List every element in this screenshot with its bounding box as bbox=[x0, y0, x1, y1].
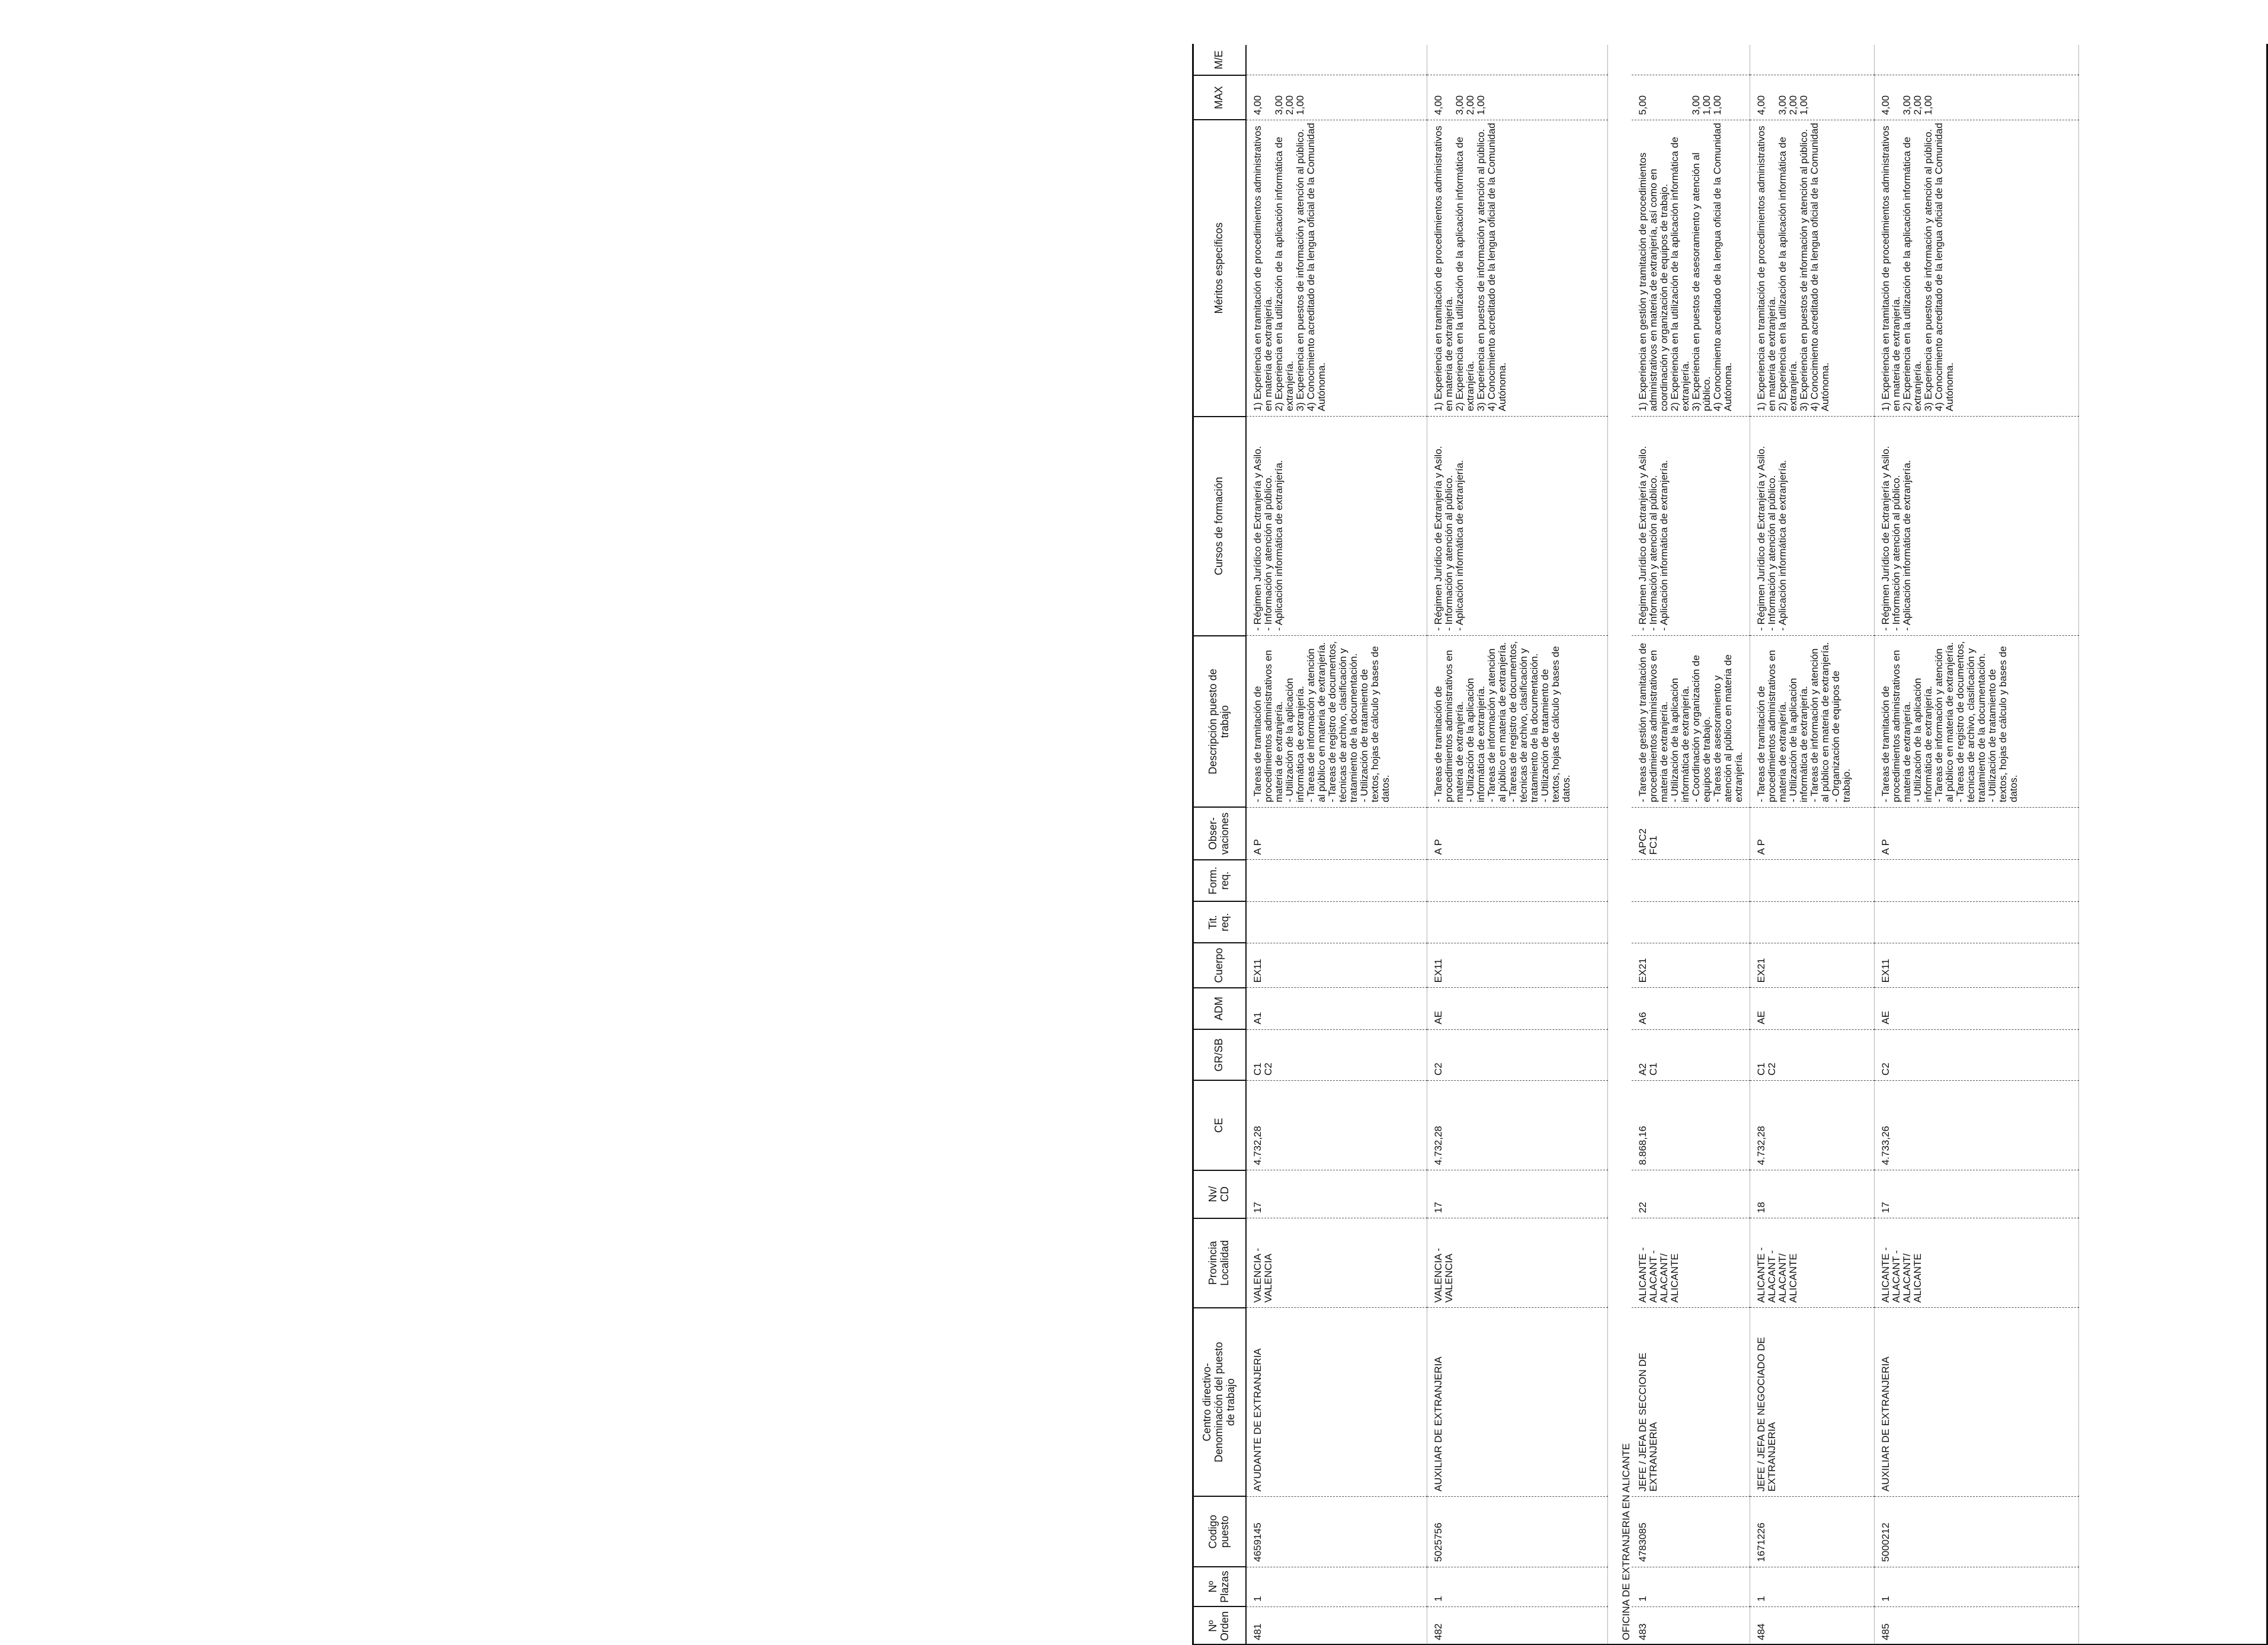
cell-plazas: 1 bbox=[1875, 1567, 2079, 1606]
cell-cursos: - Régimen Jurídico de Extranjería y Asilo. - Información y atención al público. - Aplicación informática de extranjería. bbox=[1875, 417, 2079, 636]
cell-grsb: A2 C1 bbox=[1632, 1029, 1750, 1080]
cell-nivel: 18 bbox=[1750, 1170, 1875, 1218]
cell-nivel: 17 bbox=[1427, 1170, 1607, 1218]
col-descripcion: Descripción puesto de trabajo bbox=[1192, 636, 1246, 807]
cell-max: 4,00 3,00 2,00 1,00 bbox=[1246, 75, 1427, 120]
cell-nivel: 17 bbox=[1875, 1170, 2079, 1218]
col-form: Form. req. bbox=[1192, 860, 1246, 901]
cell-obs: A P bbox=[1750, 807, 1875, 860]
cell-centro: AUXILIAR DE EXTRANJERIA bbox=[1875, 1308, 2079, 1497]
cell-max: 4,00 3,00 2,00 1,00 bbox=[1427, 75, 1607, 120]
col-plazas: Nº Plazas bbox=[1192, 1567, 1246, 1606]
cell-grsb: C2 bbox=[1875, 1029, 2079, 1080]
cell-provincia: ALICANTE - ALACANT - ALACANT/ ALICANTE bbox=[1875, 1218, 2079, 1308]
cell-adm: A6 bbox=[1632, 988, 1750, 1029]
cell-plazas: 1 bbox=[1750, 1567, 1875, 1606]
cell-codigo: 4783085 bbox=[1632, 1496, 1750, 1567]
cell-ce: 4.732,28 bbox=[1246, 1080, 1427, 1170]
cell-max: 5,00 3,00 1,00 1,00 bbox=[1632, 75, 1750, 120]
cell-codigo: 5025756 bbox=[1427, 1496, 1607, 1567]
cell-grsb: C1 C2 bbox=[1246, 1029, 1427, 1080]
cell-orden: 485 bbox=[1875, 1606, 2079, 1645]
cell-provincia: ALICANTE - ALACANT - ALACANT/ ALICANTE bbox=[1750, 1218, 1875, 1308]
cell-ce: 4.732,28 bbox=[1427, 1080, 1607, 1170]
cell-adm: A1 bbox=[1246, 988, 1427, 1029]
cell-centro: AUXILIAR DE EXTRANJERIA bbox=[1427, 1308, 1607, 1497]
cell-obs: A P bbox=[1875, 807, 2079, 860]
col-ce: CE bbox=[1192, 1080, 1246, 1170]
cell-adm: AE bbox=[1875, 988, 2079, 1029]
cell-codigo: 1671226 bbox=[1750, 1496, 1875, 1567]
cell-obs: A P bbox=[1427, 807, 1607, 860]
rotated-page bbox=[1192, 45, 2264, 1645]
cell-cuerpo: EX11 bbox=[1427, 943, 1607, 988]
cell-cursos: - Régimen Jurídico de Extranjería y Asilo. - Información y atención al público. - Aplicación informática de extranjería. bbox=[1750, 417, 1875, 636]
cell-centro: JEFE / JEFA DE NEGOCIADO DE EXTRANJERIA bbox=[1750, 1308, 1875, 1497]
cell-orden: 482 bbox=[1427, 1606, 1607, 1645]
cell-obs: A P bbox=[1246, 807, 1427, 860]
cell-ce: 4.732,28 bbox=[1750, 1080, 1875, 1170]
cell-cursos: - Régimen Jurídico de Extranjería y Asilo. - Información y atención al público. - Aplicación informática de extranjería. bbox=[1632, 417, 1750, 636]
cell-centro: JEFE / JEFA DE SECCION DE EXTRANJERIA bbox=[1632, 1308, 1750, 1497]
cell-meritos: 1) Experiencia en tramitación de procedimientos administrativos en materia de extranjería. 2) Experiencia en la utilización de la aplicación informática de extranjería. 3) Experiencia en puestos de información y atención al público. 4) Conocimiento acreditado de la lengua oficial de la Comunidad Autónoma. bbox=[1246, 120, 1427, 416]
table-frame bbox=[1192, 44, 2268, 1645]
cell-grsb: C1 C2 bbox=[1750, 1029, 1875, 1080]
col-orden: Nº Orden bbox=[1192, 1606, 1246, 1645]
col-cursos: Cursos de formación bbox=[1192, 417, 1246, 636]
cell-plazas: 1 bbox=[1427, 1567, 1607, 1606]
cell-plazas: 1 bbox=[1246, 1567, 1427, 1606]
col-codigo: Codigo puesto bbox=[1192, 1496, 1246, 1567]
cell-cuerpo: EX21 bbox=[1750, 943, 1875, 988]
cell-codigo: 4659145 bbox=[1246, 1496, 1427, 1567]
cell-orden: 483 bbox=[1632, 1606, 1750, 1645]
cell-meritos: 1) Experiencia en gestión y tramitación de procedimientos administrativos en materia de extranjería, así como en coordinación y organización de equipos de trabajo. 2) Experiencia en la utilización de la aplicación informática de extranjería. 3) Experiencia en puestos de asesoramiento y atención al público. 4) Conocimiento acreditado de la lengua oficial de la Comunidad Autónoma. bbox=[1632, 120, 1750, 416]
cell-descripcion: - Tareas de tramitación de procedimientos administrativos en materia de extranjería. - Utilización de la aplicación informática de extranjería. - Tareas de información y atención al público en materia de extranjería. - Organización de equipos de trabajo. bbox=[1750, 636, 1875, 807]
cell-plazas: 1 bbox=[1632, 1567, 1750, 1606]
cell-provincia: VALENCIA - VALENCIA bbox=[1427, 1218, 1607, 1308]
col-adm: ADM bbox=[1192, 988, 1246, 1029]
cell-meritos: 1) Experiencia en tramitación de procedimientos administrativos en materia de extranjería. 2) Experiencia en la utilización de la aplicación informática de extranjería. 3) Experiencia en puestos de información y atención al público. 4) Conocimiento acreditado de la lengua oficial de la Comunidad Autónoma. bbox=[1427, 120, 1607, 416]
col-tit: Tit. req. bbox=[1192, 901, 1246, 943]
col-provincia: Provincia Localidad bbox=[1192, 1218, 1246, 1308]
cell-cursos: - Régimen Jurídico de Extranjería y Asilo. - Información y atención al público. - Aplicación informática de extranjería. bbox=[1246, 417, 1427, 636]
cell-nivel: 22 bbox=[1632, 1170, 1750, 1218]
cell-provincia: ALICANTE - ALACANT - ALACANT/ ALICANTE bbox=[1632, 1218, 1750, 1308]
col-grsb: GR/SB bbox=[1192, 1029, 1246, 1080]
col-centro: Centro directivo- Denominación del puesto de trabajo bbox=[1192, 1308, 1246, 1497]
cell-orden: 484 bbox=[1750, 1606, 1875, 1645]
col-nivel: Nv/ CD bbox=[1192, 1170, 1246, 1218]
cell-meritos: 1) Experiencia en tramitación de procedimientos administrativos en materia de extranjería. 2) Experiencia en la utilización de la aplicación informática de extranjería. 3) Experiencia en puestos de información y atención al público. 4) Conocimiento acreditado de la lengua oficial de la Comunidad Autónoma. bbox=[1875, 120, 2079, 416]
cell-cuerpo: EX21 bbox=[1632, 943, 1750, 988]
cell-provincia: VALENCIA - VALENCIA bbox=[1246, 1218, 1427, 1308]
cell-cuerpo: EX11 bbox=[1875, 943, 2079, 988]
cell-descripcion: - Tareas de gestión y tramitación de procedimientos administrativos en materia de extranjería. - Utilización de la aplicación informática de extranjería. - Coordinación y organización de equipos de trabajo. - Tareas de asesoramiento y atención al público en materia de extranjería. bbox=[1632, 636, 1750, 807]
cell-adm: AE bbox=[1750, 988, 1875, 1029]
cell-cursos: - Régimen Jurídico de Extranjería y Asilo. - Información y atención al público. - Aplicación informática de extranjería. bbox=[1427, 417, 1607, 636]
office-heading: OFICINA DE EXTRANJERIA EN ALICANTE bbox=[1620, 1443, 1632, 1640]
col-max: MAX bbox=[1192, 75, 1246, 120]
cell-adm: AE bbox=[1427, 988, 1607, 1029]
cell-codigo: 5000212 bbox=[1875, 1496, 2079, 1567]
cell-centro: AYUDANTE DE EXTRANJERIA bbox=[1246, 1308, 1427, 1497]
cell-ce: 8.868,16 bbox=[1632, 1080, 1750, 1170]
cell-ce: 4.733,26 bbox=[1875, 1080, 2079, 1170]
cell-max: 4,00 3,00 2,00 1,00 bbox=[1750, 75, 1875, 120]
cell-orden: 481 bbox=[1246, 1606, 1427, 1645]
col-cuerpo: Cuerpo bbox=[1192, 943, 1246, 988]
cell-meritos: 1) Experiencia en tramitación de procedimientos administrativos en materia de extranjería. 2) Experiencia en la utilización de la aplicación informática de extranjería. 3) Experiencia en puestos de información y atención al público. 4) Conocimiento acreditado de la lengua oficial de la Comunidad Autónoma. bbox=[1750, 120, 1875, 416]
cell-max: 4,00 3,00 2,00 1,00 bbox=[1875, 75, 2079, 120]
cell-descripcion: - Tareas de tramitación de procedimientos administrativos en materia de extranjería. - Utilización de la aplicación informática de extranjería. - Tareas de información y atención al público en materia de extranjería. - Tareas de registro de documentos, técnicas de archivo, clasificación y tratamiento de la documentación. - Utilización de tratamiento de textos, hojas de cálculo y bases de datos. bbox=[1246, 636, 1427, 807]
col-obs: Obser- vaciones bbox=[1192, 807, 1246, 860]
cell-nivel: 17 bbox=[1246, 1170, 1427, 1218]
col-me: M/E bbox=[1192, 45, 1246, 75]
col-meritos: Méritos específicos bbox=[1192, 120, 1246, 416]
cell-grsb: C2 bbox=[1427, 1029, 1607, 1080]
cell-descripcion: - Tareas de tramitación de procedimientos administrativos en materia de extranjería. - Utilización de la aplicación informática de extranjería. - Tareas de información y atención al público en materia de extranjería. - Tareas de registro de documentos, técnicas de archivo, clasificación y tratamiento de la documentación. - Utilización de tratamiento de textos, hojas de cálculo y bases de datos. bbox=[1875, 636, 2079, 807]
cell-cuerpo: EX11 bbox=[1246, 943, 1427, 988]
cell-descripcion: - Tareas de tramitación de procedimientos administrativos en materia de extranjería. - Utilización de la aplicación informática de extranjería. - Tareas de información y atención al público en materia de extranjería. - Tareas de registro de documentos, técnicas de archivo, clasificación y tratamiento de la documentación. - Utilización de tratamiento de textos, hojas de cálculo y bases de datos. bbox=[1427, 636, 1607, 807]
cell-obs: APC2 FC1 bbox=[1632, 807, 1750, 860]
